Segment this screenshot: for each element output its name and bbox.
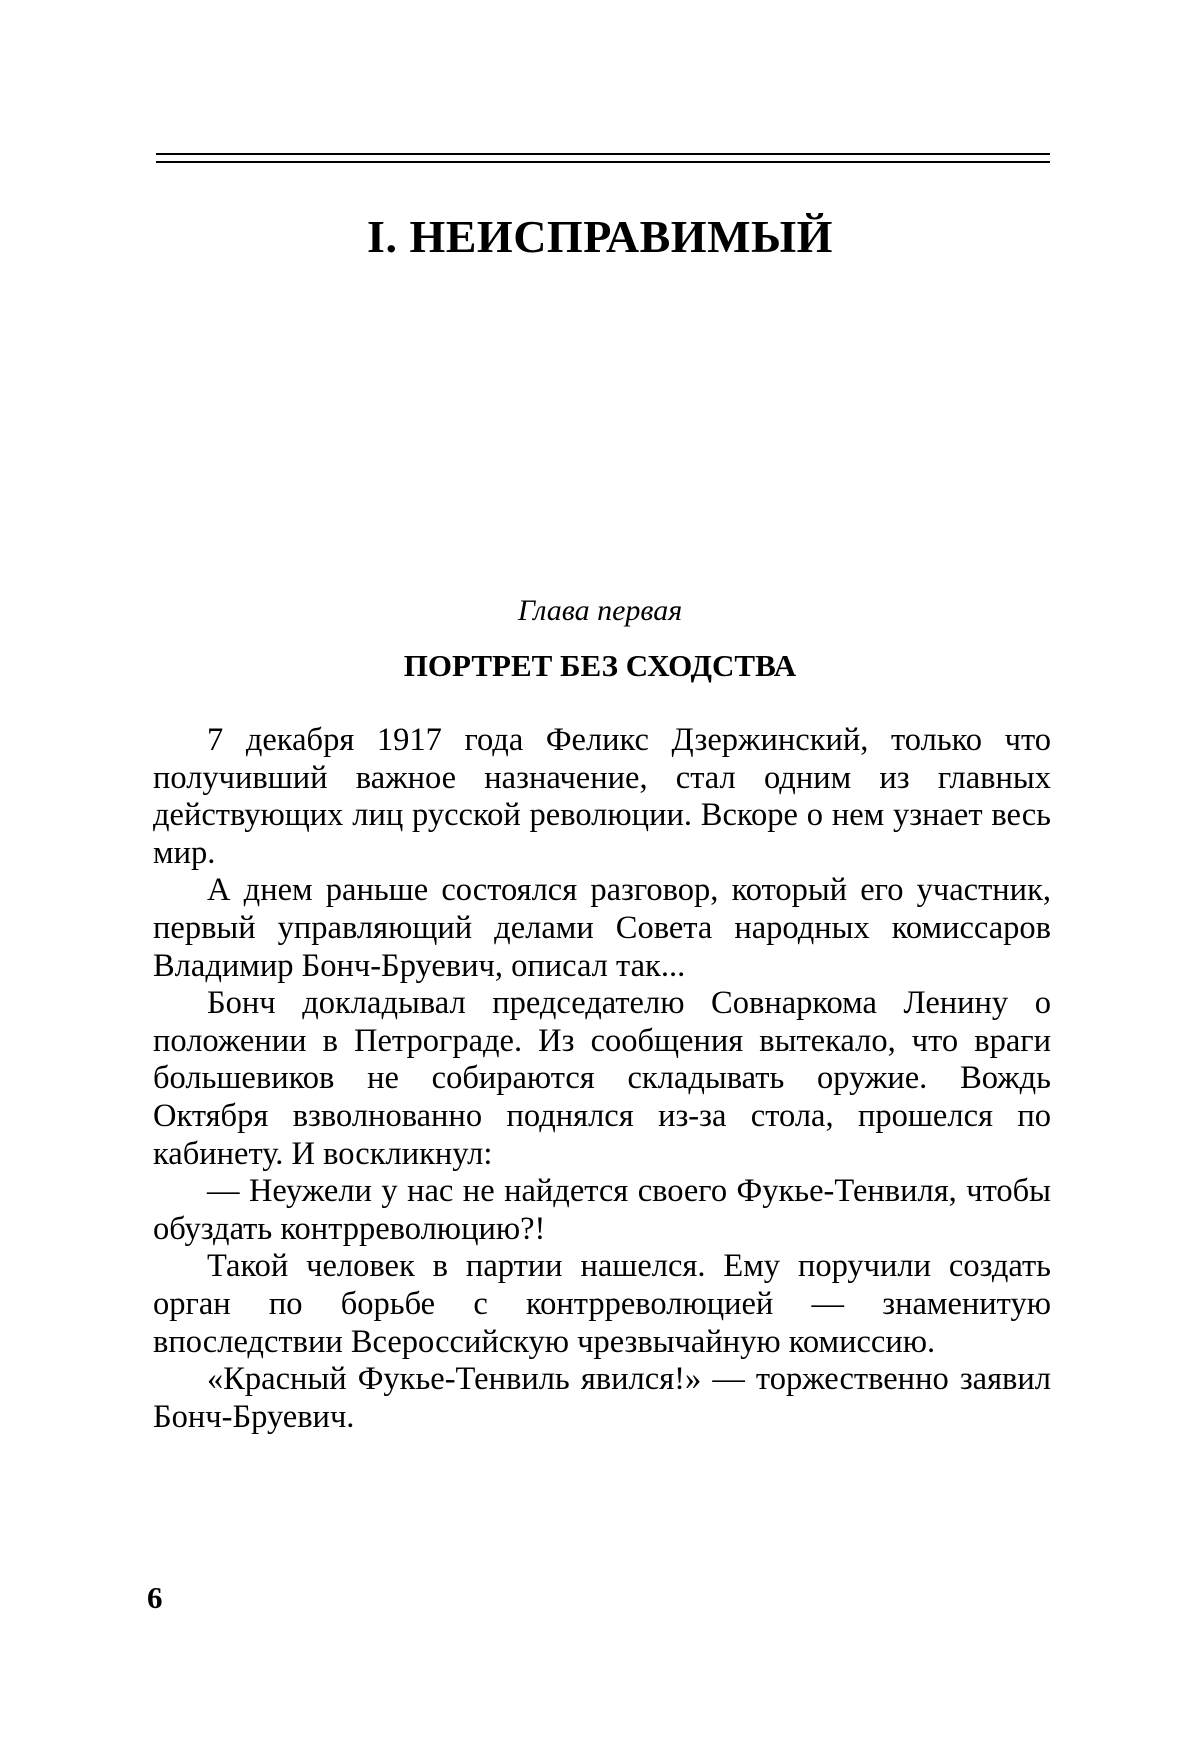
chapter-label: Глава первая [0, 594, 1200, 628]
chapter-body [153, 722, 1051, 1436]
page-number: 6 [147, 1580, 163, 1616]
paragraph: 7 декабря 1917 года Феликс Дзержинский, толь­ко что получивший важное назначение, стал одним из главных действующих лиц русской революции. Вскоре о нем узнает весь мир. [153, 722, 1051, 872]
part-title: I. НЕИСПРАВИМЫЙ [0, 210, 1200, 263]
chapter-title: ПОРТРЕТ БЕЗ СХОДСТВА [0, 648, 1200, 684]
paragraph: Бонч докладывал председателю Совнаркома Ле­нину о положении в Петрограде. Из сообщения выте­кало, что враги большевиков не собираются склады­вать оружие. Вождь Октября взволнованно поднялся из-за стола, прошелся по кабинету. И воскликнул: [153, 985, 1051, 1173]
header-rule-top [156, 153, 1050, 155]
paragraph: «Красный Фукье-Тенвиль явился!» — торжест­венно заявил Бонч-Бруевич. [153, 1361, 1051, 1436]
dialogue-line: — Неужели у нас не найдется своего Фукье-Тен­виля, чтобы обуздать контрреволюцию?! [153, 1173, 1051, 1248]
paragraph: А днем раньше состоялся разговор, который его участник, первый управляющий делами Совета на­родных комиссаров Владимир Бонч-Бруевич, опи­сал так... [153, 872, 1051, 985]
paragraph: Такой человек в партии нашелся. Ему поручили создать орган по борьбе с контрреволюцией — зна­менитую впоследствии Всероссийскую чрезвычай­ную комиссию. [153, 1248, 1051, 1361]
header-rule-bottom [156, 161, 1050, 163]
